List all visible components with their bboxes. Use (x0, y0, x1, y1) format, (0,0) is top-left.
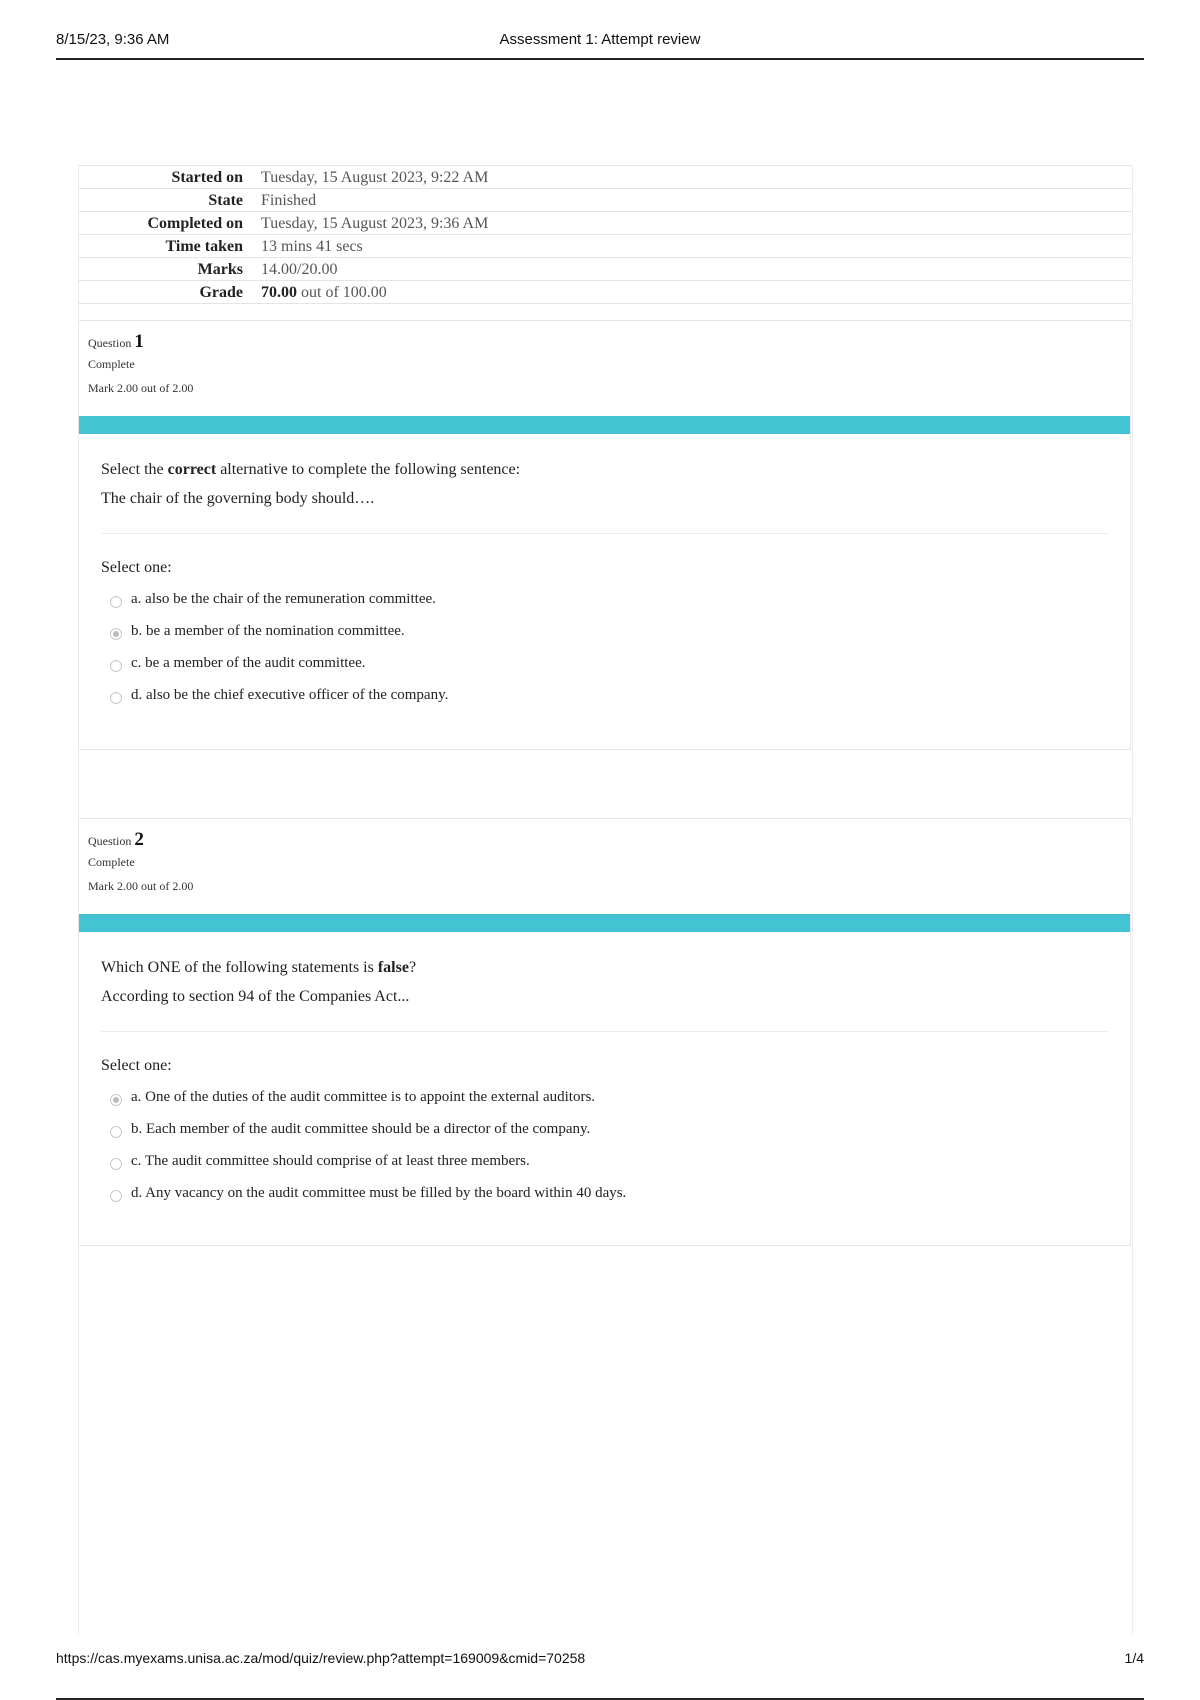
print-url: https://cas.myexams.unisa.ac.za/mod/quiz/review.php?attempt=169009&cmid=70258 (56, 1650, 586, 1666)
answer-option-b[interactable] (101, 1113, 1108, 1145)
answer-option-d[interactable] (101, 679, 1108, 711)
question-2 (78, 818, 1131, 1246)
summary-row-grade (78, 281, 1131, 304)
question-body (79, 434, 1130, 711)
summary-label: Marks (78, 258, 261, 281)
print-datetime: 8/15/23, 9:36 AM (56, 31, 170, 48)
summary-label: Time taken (78, 235, 261, 258)
question-mark: Mark 2.00 out of 2.00 (88, 879, 194, 893)
summary-value: Tuesday, 15 August 2023, 9:36 AM (261, 212, 1131, 235)
question-body (79, 932, 1130, 1209)
question-text-prefix: Select the (101, 461, 168, 478)
summary-row-marks (78, 258, 1131, 281)
print-header (56, 28, 1144, 60)
select-one-prompt: Select one: (101, 1057, 172, 1074)
radio-button-icon[interactable] (110, 1190, 122, 1202)
answer-option-label: b. be a member of the nomination committee. (131, 622, 405, 639)
answer-option-c[interactable] (101, 647, 1108, 679)
summary-value: Tuesday, 15 August 2023, 9:22 AM (261, 166, 1131, 189)
question-text-suffix: ? (408, 959, 417, 976)
answer-option-label: c. be a member of the audit committee. (131, 654, 366, 671)
print-page-title: Assessment 1: Attempt review (499, 31, 701, 48)
summary-label: Completed on (78, 212, 261, 235)
radio-button-icon[interactable] (110, 1158, 122, 1170)
summary-label: State (78, 189, 261, 212)
question-1 (78, 320, 1131, 750)
radio-button-selected-icon[interactable] (110, 628, 122, 640)
question-label: Question (88, 336, 132, 350)
grade-total: out of 100.00 (297, 283, 387, 301)
summary-value: 13 mins 41 secs (261, 235, 1131, 258)
question-info (79, 321, 1130, 416)
divider (101, 1031, 1108, 1032)
summary-row-state (78, 189, 1131, 212)
summary-row-time-taken (78, 235, 1131, 258)
radio-button-icon[interactable] (110, 596, 122, 608)
divider (101, 533, 1108, 534)
question-text-prefix: Which ONE of the following statements is (101, 959, 378, 976)
summary-label: Grade (78, 281, 261, 304)
answer-option-label: b. Each member of the audit committee should be a director of the company. (131, 1120, 591, 1137)
answer-option-c[interactable] (101, 1145, 1108, 1177)
summary-value: 14.00/20.00 (261, 258, 1131, 281)
summary-label: Started on (78, 166, 261, 189)
answer-option-label: a. One of the duties of the audit committee is to appoint the external auditors. (131, 1088, 596, 1105)
answer-option-label: c. The audit committee should comprise of at least three members. (131, 1152, 530, 1169)
question-header-bar (79, 416, 1130, 434)
answer-option-label: d. Any vacancy on the audit committee must be filled by the board within 40 days. (131, 1184, 627, 1201)
question-number: 2 (134, 829, 144, 850)
attempt-summary-table (78, 165, 1131, 304)
radio-button-icon[interactable] (110, 660, 122, 672)
summary-row-completed-on (78, 212, 1131, 235)
grade-score: 70.00 (261, 283, 297, 301)
question-state: Complete (88, 357, 135, 371)
radio-button-icon[interactable] (110, 1126, 122, 1138)
question-text-emphasis: false (377, 959, 409, 976)
answer-option-label: d. also be the chief executive officer of the company. (131, 686, 449, 703)
select-one-prompt: Select one: (101, 559, 172, 576)
question-text-line2: According to section 94 of the Companies Act... (101, 988, 410, 1005)
print-page-number: 1/4 (1124, 1650, 1144, 1666)
question-mark: Mark 2.00 out of 2.00 (88, 381, 194, 395)
answer-option-label: a. also be the chair of the remuneration committee. (131, 590, 436, 607)
answer-option-d[interactable] (101, 1177, 1108, 1209)
question-text (101, 460, 1108, 508)
question-number: 1 (134, 331, 144, 352)
summary-value: Finished (261, 189, 1131, 212)
print-footer (56, 1650, 1144, 1700)
question-state: Complete (88, 855, 135, 869)
question-info (79, 819, 1130, 914)
summary-row-started-on (78, 166, 1131, 189)
question-text-emphasis: correct (167, 461, 217, 478)
answer-option-a[interactable] (101, 1081, 1108, 1113)
question-label: Question (88, 834, 132, 848)
answer-option-b[interactable] (101, 615, 1108, 647)
question-text-line2: The chair of the governing body should…. (101, 490, 375, 507)
summary-value (261, 281, 1131, 304)
question-header-bar (79, 914, 1130, 932)
question-text (101, 958, 1108, 1006)
question-text-suffix: alternative to complete the following sentence: (216, 461, 521, 478)
radio-button-icon[interactable] (110, 692, 122, 704)
answer-option-a[interactable] (101, 583, 1108, 615)
radio-button-selected-icon[interactable] (110, 1094, 122, 1106)
